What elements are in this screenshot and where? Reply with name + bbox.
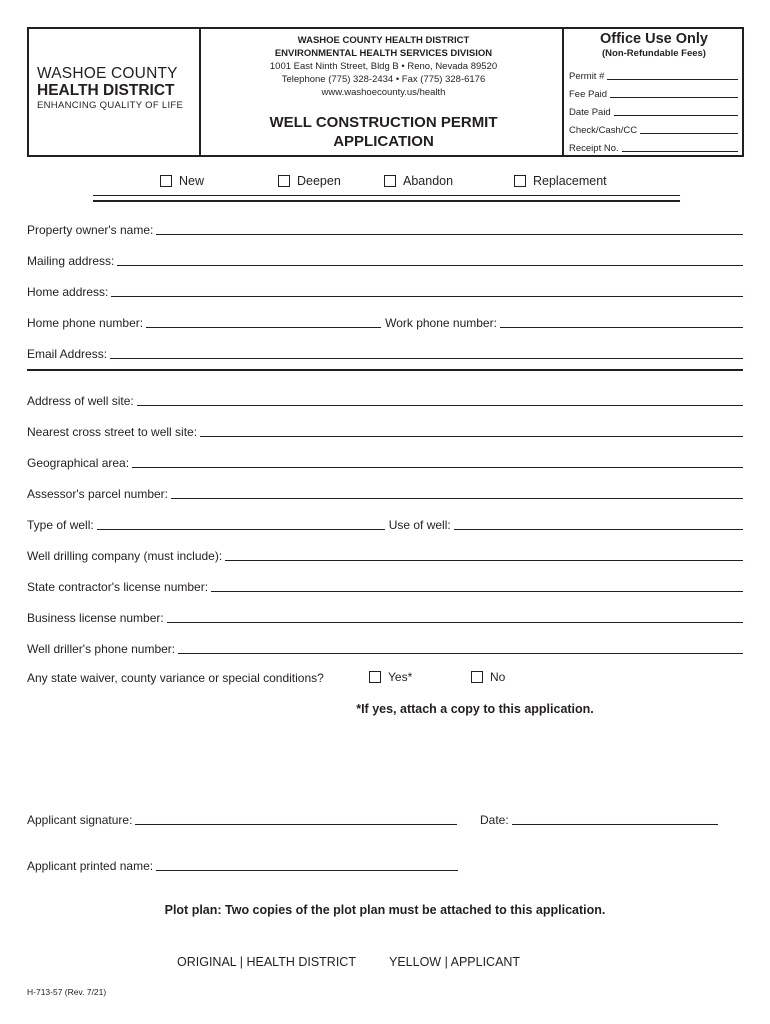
field-label: State contractor's license number: <box>27 580 209 594</box>
agency-logo <box>37 66 197 112</box>
checkbox-new[interactable] <box>160 174 204 188</box>
field-line[interactable] <box>211 591 743 592</box>
agency-name: WASHOE COUNTY HEALTH DISTRICT <box>297 35 470 46</box>
checkbox-abandon[interactable] <box>384 174 453 188</box>
checkbox-label: Abandon <box>403 174 454 188</box>
checkbox-box[interactable] <box>514 175 526 187</box>
field-label: Business license number: <box>27 611 164 625</box>
logo-tagline: ENHANCING QUALITY OF LIFE <box>37 100 184 111</box>
office-field-fee-paid <box>569 82 742 100</box>
checkbox-box[interactable] <box>369 671 381 683</box>
field-line[interactable] <box>178 653 743 654</box>
field-line[interactable] <box>156 234 743 235</box>
form-code: H-713-57 (Rev. 7/21) <box>27 987 107 997</box>
field-label: Property owner's name: <box>27 223 154 237</box>
field-line[interactable] <box>111 296 743 297</box>
field-well-site <box>27 392 743 408</box>
field-line-type-of-well[interactable] <box>97 529 385 530</box>
office-field-line[interactable] <box>640 133 738 134</box>
field-line[interactable] <box>135 824 457 825</box>
waiver-question: Any state waiver, county variance or special conditions? <box>27 671 324 685</box>
checkbox-label: Deepen <box>297 174 341 188</box>
field-line[interactable] <box>132 467 743 468</box>
field-label: Applicant signature: <box>27 813 133 827</box>
checkbox-no[interactable] <box>471 670 505 684</box>
field-line-home-phone[interactable] <box>146 327 381 328</box>
office-field-permit <box>569 64 742 82</box>
checkbox-yes[interactable] <box>369 670 412 684</box>
office-field-label: Fee Paid <box>569 89 608 100</box>
office-use-panel <box>566 31 742 154</box>
field-line[interactable] <box>167 622 743 623</box>
header-divider-left <box>199 27 201 157</box>
office-use-heading: Office Use Only <box>600 31 708 47</box>
field-label: Well driller's phone number: <box>27 642 176 656</box>
field-label: Nearest cross street to well site: <box>27 425 198 439</box>
permit-type-divider <box>93 195 680 202</box>
field-label-home-phone: Home phone number: <box>27 316 144 330</box>
form-title-line-1: WELL CONSTRUCTION PERMIT <box>269 114 498 131</box>
field-contractor-license <box>27 578 743 594</box>
office-field-label: Permit # <box>569 71 605 82</box>
checkbox-label: No <box>490 670 506 684</box>
field-email <box>27 345 743 361</box>
field-label-type-of-well: Type of well: <box>27 518 94 532</box>
field-cross-street <box>27 423 743 439</box>
logo-line-2: HEALTH DISTRICT <box>37 82 175 99</box>
section-divider <box>27 369 743 371</box>
form-title-line-2: APPLICATION <box>333 133 434 150</box>
checkbox-box[interactable] <box>278 175 290 187</box>
office-use-subheading: (Non-Refundable Fees) <box>602 48 706 59</box>
field-applicant-signature <box>27 811 457 827</box>
field-owner-name <box>27 221 743 237</box>
copy-yellow: YELLOW | APPLICANT <box>389 955 521 969</box>
field-line[interactable] <box>137 405 743 406</box>
field-label: Geographical area: <box>27 456 130 470</box>
field-label: Home address: <box>27 285 109 299</box>
field-applicant-printed-name <box>27 857 458 873</box>
agency-info <box>205 35 562 151</box>
agency-website: www.washoecounty.us/health <box>321 87 446 98</box>
field-line[interactable] <box>110 358 743 359</box>
office-field-label: Receipt No. <box>569 143 619 154</box>
office-field-label: Check/Cash/CC <box>569 125 638 136</box>
field-label: Mailing address: <box>27 254 115 268</box>
field-mailing-address <box>27 252 743 268</box>
field-date <box>480 811 718 827</box>
office-field-line[interactable] <box>607 79 738 80</box>
header-divider-right <box>562 27 564 157</box>
office-field-line[interactable] <box>622 151 738 152</box>
field-line[interactable] <box>225 560 743 561</box>
field-line[interactable] <box>171 498 743 499</box>
field-label: Assessor's parcel number: <box>27 487 169 501</box>
office-field-receipt <box>569 136 742 154</box>
field-line[interactable] <box>200 436 743 437</box>
field-driller-phone <box>27 640 743 656</box>
field-phone-row <box>27 314 743 330</box>
checkbox-label: New <box>179 174 205 188</box>
field-label: Well drilling company (must include): <box>27 549 223 563</box>
office-field-line[interactable] <box>614 115 738 116</box>
office-field-date-paid <box>569 100 742 118</box>
checkbox-label: Replacement <box>533 174 607 188</box>
field-line[interactable] <box>117 265 743 266</box>
checkbox-label: Yes* <box>388 670 413 684</box>
field-line[interactable] <box>512 824 718 825</box>
office-field-payment-method <box>569 118 742 136</box>
office-field-line[interactable] <box>610 97 738 98</box>
copy-original: ORIGINAL | HEALTH DISTRICT <box>177 955 356 969</box>
field-line[interactable] <box>156 870 458 871</box>
agency-address: 1001 East Ninth Street, Bldg B • Reno, Nevada 89520 <box>269 61 498 72</box>
field-business-license <box>27 609 743 625</box>
agency-division: ENVIRONMENTAL HEALTH SERVICES DIVISION <box>274 47 493 59</box>
plot-plan-note: Plot plan: Two copies of the plot plan must be attached to this application. <box>164 903 606 917</box>
field-line-use-of-well[interactable] <box>454 529 743 530</box>
field-parcel-number <box>27 485 743 501</box>
field-label: Date: <box>480 813 509 827</box>
logo-line-1: WASHOE COUNTY <box>37 65 178 82</box>
checkbox-box[interactable] <box>471 671 483 683</box>
field-line-work-phone[interactable] <box>500 327 743 328</box>
field-label: Email Address: <box>27 347 108 361</box>
office-field-label: Date Paid <box>569 107 611 118</box>
field-geographical-area <box>27 454 743 470</box>
form-title <box>205 113 562 151</box>
field-label-use-of-well: Use of well: <box>388 518 451 532</box>
checkbox-deepen[interactable] <box>278 174 341 188</box>
checkbox-box[interactable] <box>384 175 396 187</box>
field-well-type-row <box>27 516 743 532</box>
field-label: Address of well site: <box>27 394 134 408</box>
field-drilling-company <box>27 547 743 563</box>
field-label-work-phone: Work phone number: <box>385 316 497 330</box>
checkbox-box[interactable] <box>160 175 172 187</box>
field-label: Applicant printed name: <box>27 859 154 873</box>
attach-note: *If yes, attach a copy to this application. <box>356 702 594 716</box>
agency-phone: Telephone (775) 328-2434 • Fax (775) 328-6176 <box>281 74 486 85</box>
checkbox-replacement[interactable] <box>514 174 607 188</box>
field-home-address <box>27 283 743 299</box>
